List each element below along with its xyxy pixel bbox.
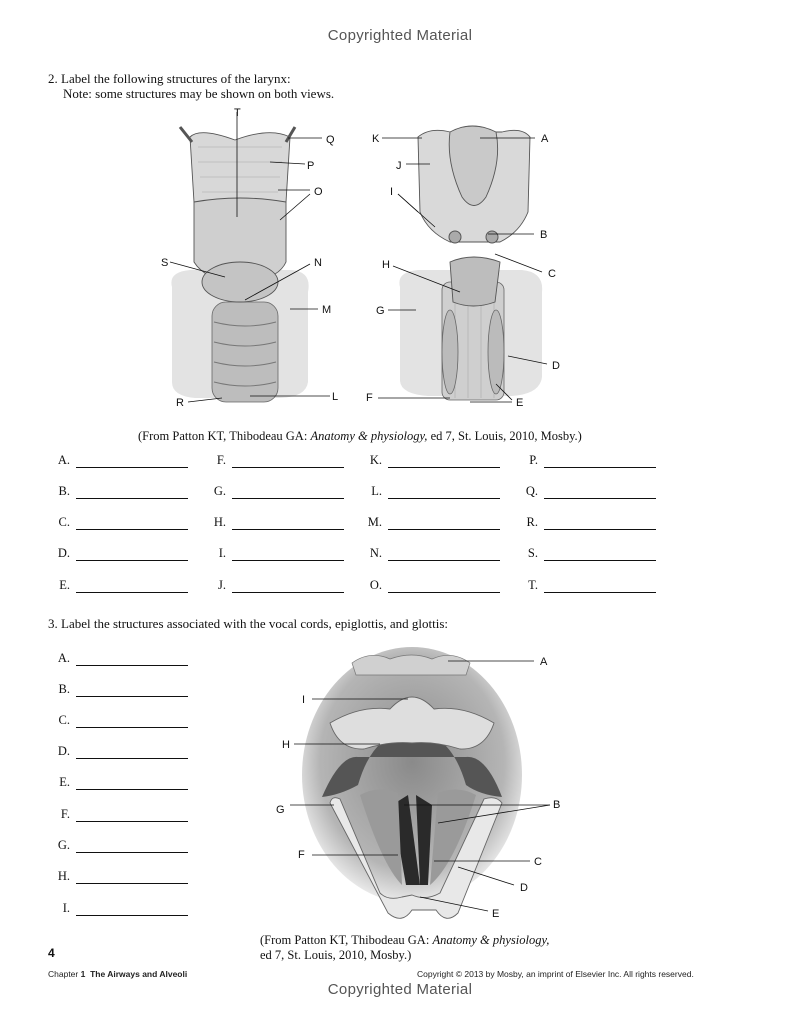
question-2-line1: 2. Label the following structures of the larynx: [48, 71, 291, 86]
answer-blank[interactable]: C. [48, 713, 188, 728]
label-A: A [541, 133, 549, 145]
answer-blank[interactable]: E. [48, 578, 188, 593]
answer-blank[interactable]: B. [48, 484, 188, 499]
label-F: F [298, 849, 305, 861]
answer-blank[interactable]: G. [48, 838, 188, 853]
label-K: K [372, 133, 380, 145]
question-3-citation: (From Patton KT, Thibodeau GA: Anatomy & physiology, ed 7, St. Louis, 2010, Mosby.) [260, 933, 550, 962]
label-M: M [322, 304, 332, 316]
answer-blank[interactable]: E. [48, 775, 188, 790]
label-C: C [534, 856, 542, 868]
answer-blank[interactable]: S. [516, 546, 656, 561]
label-D: D [552, 360, 560, 372]
answer-blank[interactable]: Q. [516, 484, 656, 499]
label-C: C [548, 268, 556, 280]
label-G: G [376, 305, 385, 317]
question-3-prompt: 3. Label the structures associated with the vocal cords, epiglottis, and glottis: [48, 616, 449, 631]
answer-blank[interactable]: L. [360, 484, 500, 499]
question-2-prompt [48, 71, 334, 101]
label-H: H [382, 259, 390, 271]
label-E: E [492, 908, 500, 920]
question-2-note: Note: some structures may be shown on both views. [63, 86, 335, 101]
answer-blank[interactable]: D. [48, 546, 188, 561]
answer-blank[interactable]: M. [360, 515, 500, 530]
label-B: B [553, 799, 561, 811]
answer-blank[interactable]: K. [360, 453, 500, 468]
label-L: L [332, 391, 339, 403]
answer-blank[interactable]: H. [48, 869, 188, 884]
copyright-footer: Copyright © 2013 by Mosby, an imprint of Elsevier Inc. All rights reserved. [417, 969, 694, 979]
label-P: P [307, 160, 315, 172]
label-H: H [282, 739, 290, 751]
label-E: E [516, 397, 524, 409]
chapter-footer: Chapter 1 The Airways and Alveoli [48, 969, 188, 979]
answer-blank[interactable]: J. [204, 578, 344, 593]
label-Q: Q [326, 134, 335, 146]
page-number: 4 [48, 946, 55, 960]
answer-blank[interactable]: F. [204, 453, 344, 468]
watermark-bottom: Copyrighted Material [327, 981, 473, 998]
label-O: O [314, 186, 323, 198]
answer-blank[interactable]: I. [204, 546, 344, 561]
vocal-cords-diagram [270, 645, 570, 925]
answer-blank[interactable]: N. [360, 546, 500, 561]
label-B: B [540, 229, 548, 241]
question-2-citation: (From Patton KT, Thibodeau GA: Anatomy & physiology, ed 7, St. Louis, 2010, Mosby.) [138, 429, 582, 443]
answer-blank[interactable]: B. [48, 682, 188, 697]
answer-blank[interactable]: O. [360, 578, 500, 593]
label-S: S [161, 257, 169, 269]
label-R: R [176, 397, 184, 409]
answer-blank[interactable]: P. [516, 453, 656, 468]
answer-blank[interactable]: D. [48, 744, 188, 759]
label-N: N [314, 257, 322, 269]
answer-blank[interactable]: H. [204, 515, 344, 530]
larynx-posterior-view [366, 126, 560, 409]
label-G: G [276, 804, 285, 816]
larynx-diagram [150, 102, 580, 412]
label-F: F [366, 392, 373, 404]
label-J: J [396, 160, 402, 172]
label-I: I [390, 186, 394, 198]
answer-blank[interactable]: A. [48, 453, 188, 468]
answer-blank[interactable]: T. [516, 578, 656, 593]
label-A: A [540, 656, 548, 668]
answer-blank[interactable]: A. [48, 651, 188, 666]
label-I: I [302, 694, 306, 706]
answer-blank[interactable]: R. [516, 515, 656, 530]
answer-blank[interactable]: G. [204, 484, 344, 499]
watermark-top: Copyrighted Material [327, 27, 473, 44]
answer-blank[interactable]: C. [48, 515, 188, 530]
answer-blank[interactable]: I. [48, 901, 188, 916]
answer-blank[interactable]: F. [48, 807, 188, 822]
label-D: D [520, 882, 528, 894]
label-T: T [234, 107, 241, 119]
larynx-anterior-view [161, 107, 338, 409]
